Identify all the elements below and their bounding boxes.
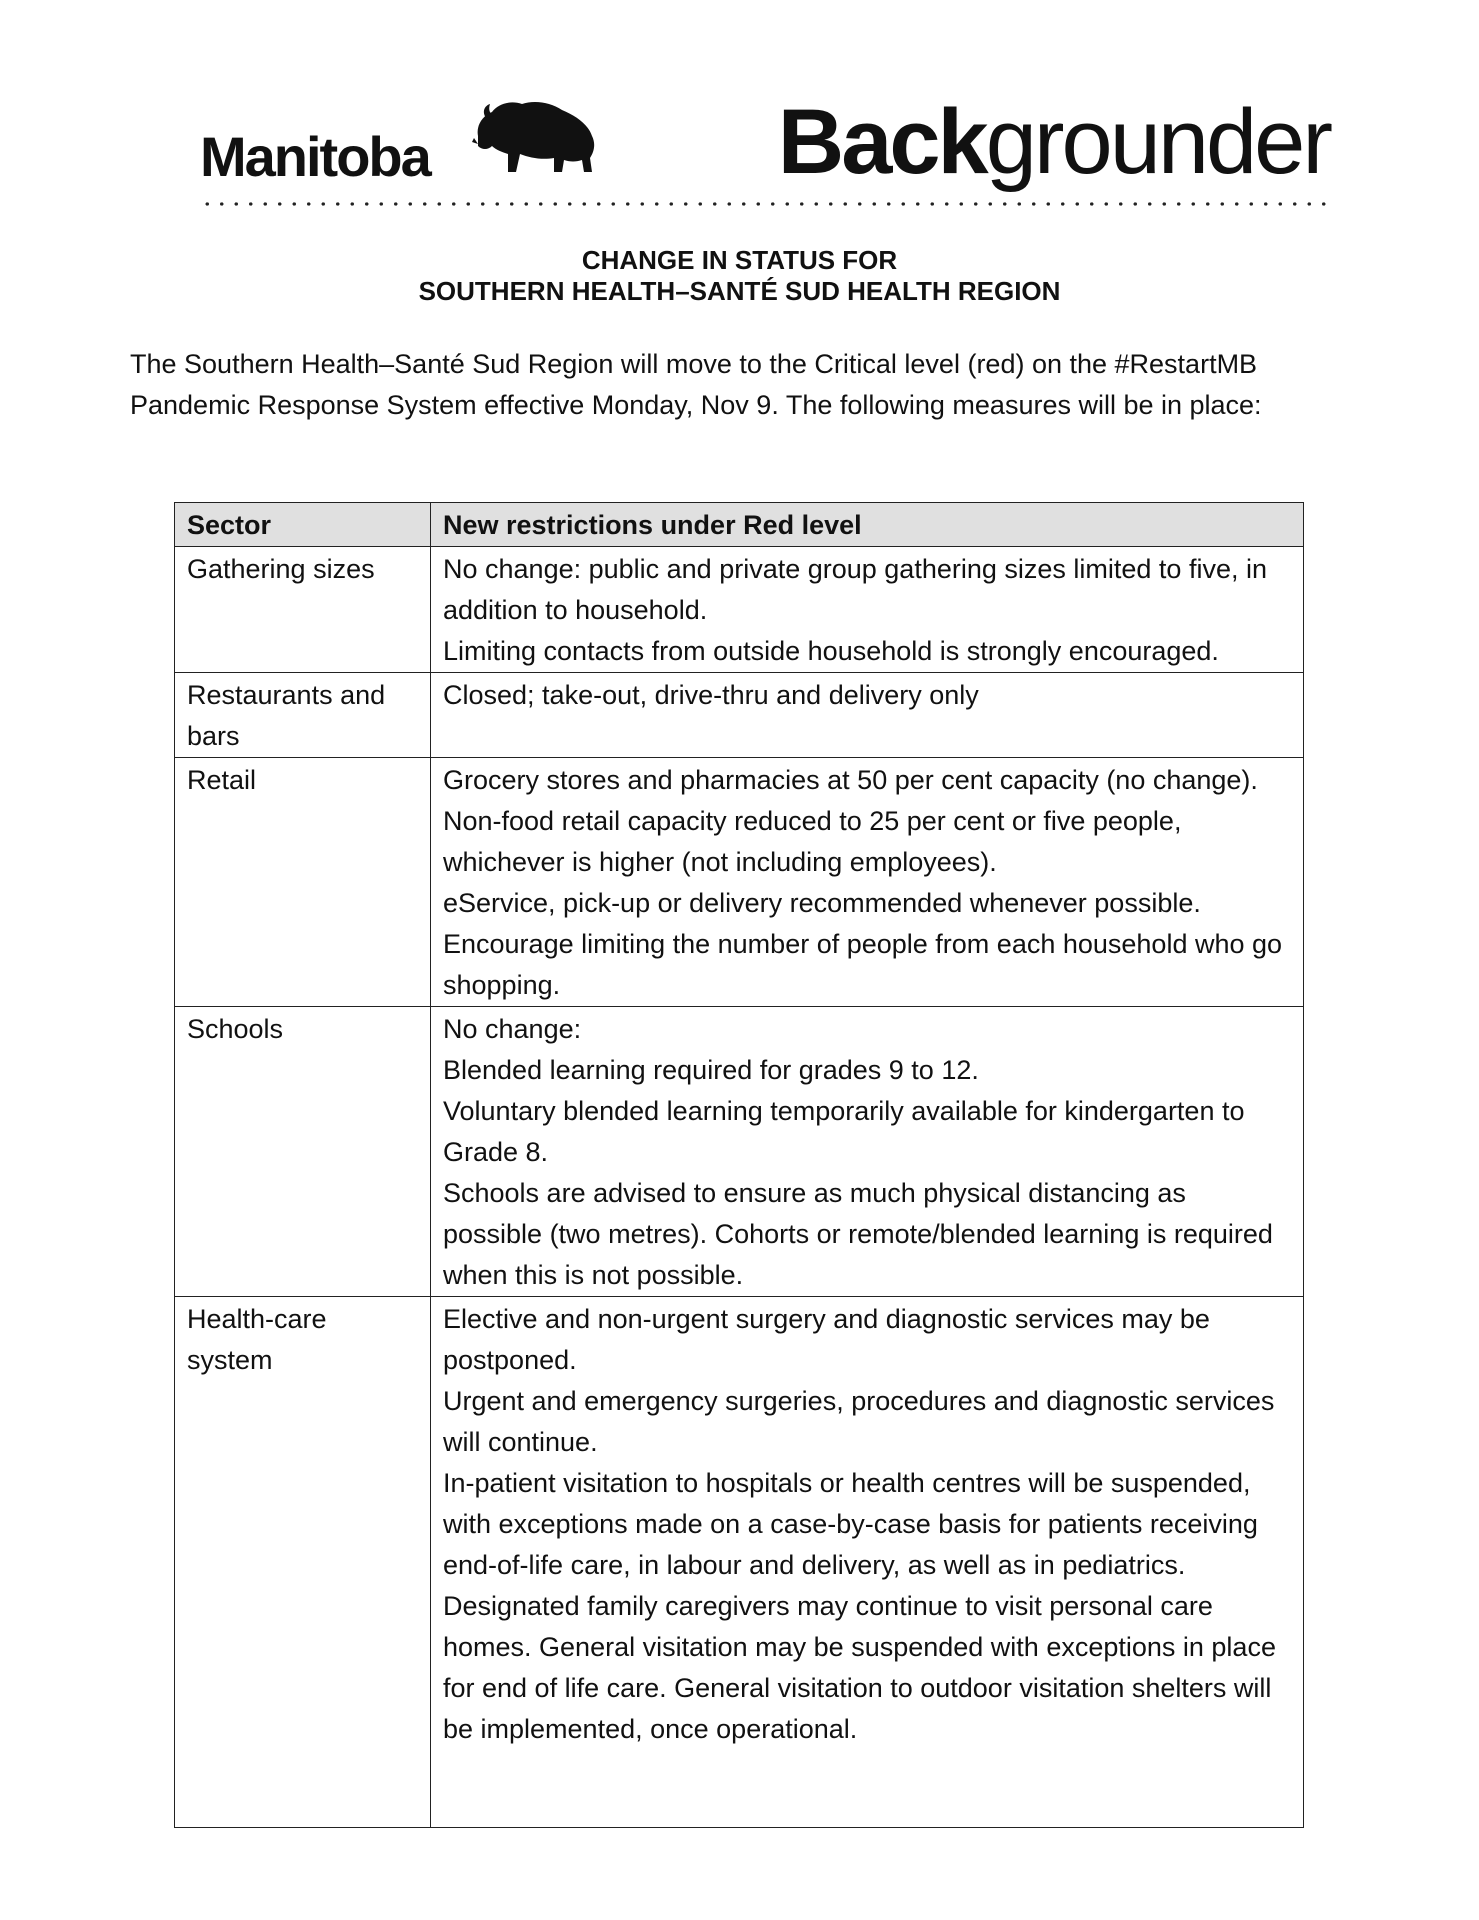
table-row — [175, 758, 1304, 1007]
restriction-line: Encourage limiting the number of people from each household who go shopping. — [443, 929, 1283, 1000]
restriction-line: Voluntary blended learning temporarily available for kindergarten to Grade 8. — [443, 1096, 1245, 1167]
table-row — [175, 673, 1304, 758]
restrictions-cell — [431, 1007, 1304, 1297]
sector-cell: Retail — [175, 758, 431, 1007]
table-row — [175, 1297, 1304, 1828]
manitoba-logo — [200, 96, 620, 186]
restriction-line: Urgent and emergency surgeries, procedures and diagnostic services will continue. — [443, 1386, 1275, 1457]
backgrounder-light: grounder — [985, 91, 1330, 193]
restriction-line: No change: public and private group gathering sizes limited to five, in addition to household. — [443, 554, 1267, 625]
restriction-line: Closed; take-out, drive-thru and delivery only — [443, 680, 979, 710]
restrictions-table — [174, 502, 1304, 1828]
restriction-line: Grocery stores and pharmacies at 50 per cent capacity (no change). — [443, 765, 1258, 795]
intro-paragraph: The Southern Health–Santé Sud Region will move to the Critical level (red) on the #RestartMB Pandemic Response System effective Monday, Nov 9. The following measures will be in place: — [130, 349, 1262, 420]
restrictions-cell — [431, 758, 1304, 1007]
sector-cell: Gathering sizes — [175, 547, 431, 673]
document-title — [0, 245, 1479, 307]
restriction-line: In-patient visitation to hospitals or health centres will be suspended, with exceptions made on a case-by-case basis for patients receiving end-of-life care, in labour and delivery, as well as in pediatrics. — [443, 1468, 1258, 1580]
header-sector: Sector — [175, 503, 431, 547]
restriction-line: Non-food retail capacity reduced to 25 per cent or five people, whichever is higher (not including employees). — [443, 806, 1182, 877]
restrictions-cell — [431, 673, 1304, 758]
table-row — [175, 1007, 1304, 1297]
restriction-line: Schools are advised to ensure as much physical distancing as possible (two metres). Cohorts or remote/blended learning is required when this is not possible. — [443, 1178, 1273, 1290]
table-header-row — [175, 503, 1304, 547]
restriction-line: Elective and non-urgent surgery and diagnostic services may be postponed. — [443, 1304, 1210, 1375]
restriction-line: Blended learning required for grades 9 to 12. — [443, 1055, 979, 1085]
restriction-line: Limiting contacts from outside household is strongly encouraged. — [443, 636, 1219, 666]
bison-icon — [472, 98, 602, 178]
dotted-divider — [200, 201, 1330, 207]
title-line-2: SOUTHERN HEALTH–SANTÉ SUD HEALTH REGION — [418, 276, 1061, 306]
backgrounder-wordmark — [777, 91, 1330, 193]
restriction-line: No change: — [443, 1014, 582, 1044]
sector-cell: Health-care system — [175, 1297, 431, 1828]
title-line-1: CHANGE IN STATUS FOR — [581, 245, 898, 275]
header-restrictions: New restrictions under Red level — [431, 503, 1304, 547]
table-row — [175, 547, 1304, 673]
restrictions-cell — [431, 547, 1304, 673]
backgrounder-bold: Back — [777, 91, 986, 193]
restriction-line: eService, pick-up or delivery recommended whenever possible. — [443, 888, 1201, 918]
restrictions-cell — [431, 1297, 1304, 1828]
sector-cell: Schools — [175, 1007, 431, 1297]
document-header — [200, 91, 1330, 206]
logo-wordmark: Manitoba — [200, 125, 430, 188]
sector-cell: Restaurants and bars — [175, 673, 431, 758]
restriction-line: Designated family caregivers may continue to visit personal care homes. General visitation may be suspended with exceptions in place for end of life care. General visitation to outdoor visitation shelters will be implemented, once operational. — [443, 1591, 1276, 1744]
